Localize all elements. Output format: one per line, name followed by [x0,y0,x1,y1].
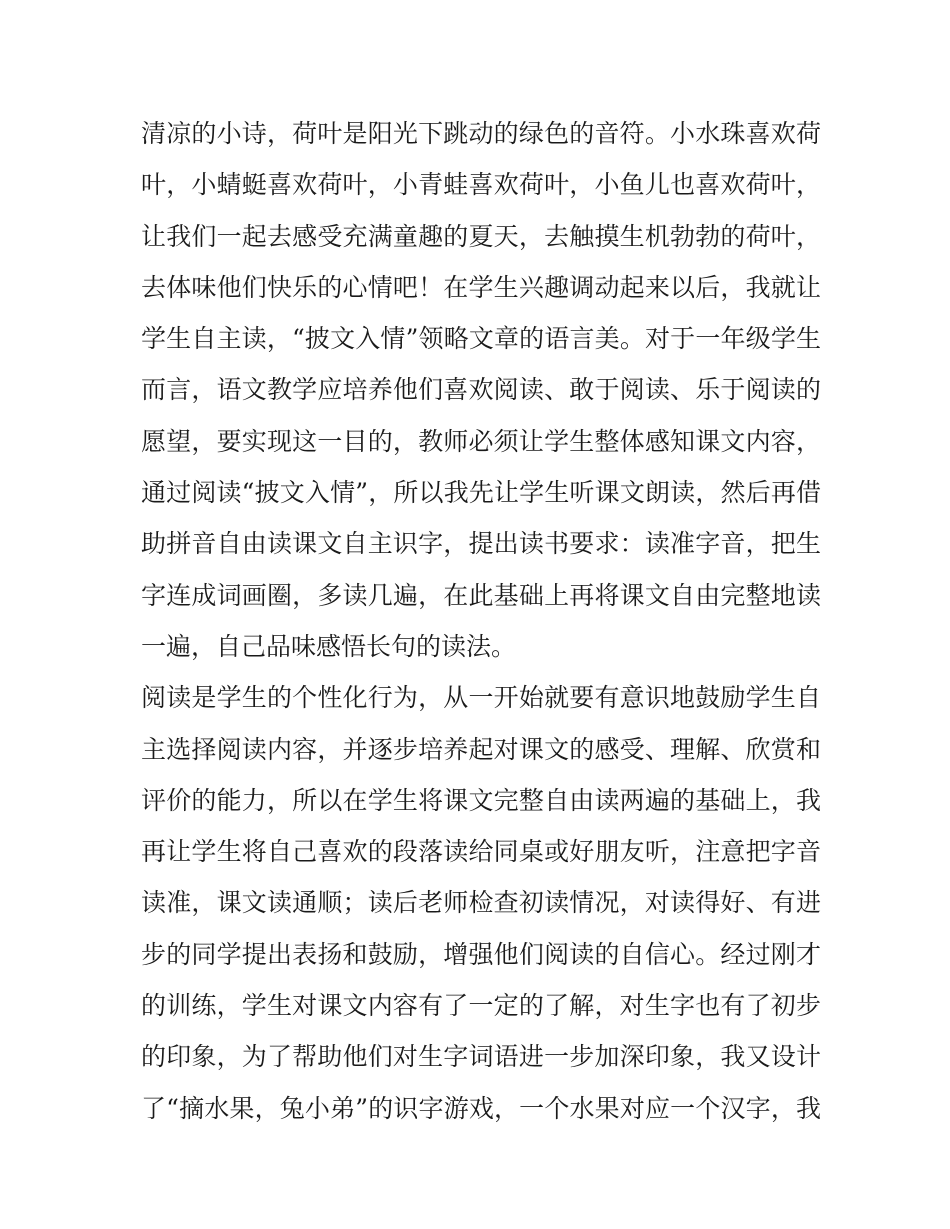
text-line: 一遍，自己品味感悟长句的读法。 [141,631,517,661]
text-line: 了“摘水果，兔小弟”的识字游戏，一个水果对应一个汉字，我 [141,1093,821,1123]
text-line: 再让学生将自己喜欢的段落读给同桌或好朋友听，注意把字音 [141,837,821,867]
text-line: 去体味他们快乐的心情吧！在学生兴趣调动起来以后，我就让 [141,272,821,302]
text-line: 读准，课文读通顺；读后老师检查初读情况，对读得好、有进 [141,888,821,918]
text-line: 步的同学提出表扬和鼓励，增强他们阅读的自信心。经过刚才 [141,939,821,969]
text-line: 叶，小蜻蜓喜欢荷叶，小青蛙喜欢荷叶，小鱼儿也喜欢荷叶， [141,170,821,200]
text-line: 的印象，为了帮助他们对生字词语进一步加深印象，我又设计 [141,1042,821,1072]
paragraph-1 [141,108,821,672]
text-line: 的训练，学生对课文内容有了一定的了解，对生字也有了初步 [141,991,821,1021]
text-line: 学生自主读，“披文入情”领略文章的语言美。对于一年级学生 [141,324,821,354]
paragraph-2 [141,672,821,1134]
text-line: 清凉的小诗，荷叶是阳光下跳动的绿色的音符。小水珠喜欢荷 [141,119,821,148]
text-line: 主选择阅读内容，并逐步培养起对课文的感受、理解、欣赏和 [141,734,821,764]
document-body [141,108,821,1134]
text-line: 评价的能力，所以在学生将课文完整自由读两遍的基础上，我 [141,785,821,815]
text-line: 助拼音自由读课文自主识字，提出读书要求：读准字音，把生 [141,529,821,559]
text-line: 让我们一起去感受充满童趣的夏天，去触摸生机勃勃的荷叶， [141,221,821,251]
text-line: 愿望，要实现这一目的，教师必须让学生整体感知课文内容， [141,426,821,456]
text-line: 通过阅读“披文入情”，所以我先让学生听课文朗读，然后再借 [141,478,821,508]
text-line: 字连成词画圈，多读几遍，在此基础上再将课文自由完整地读 [141,580,821,610]
text-line: 而言，语文教学应培养他们喜欢阅读、敢于阅读、乐于阅读的 [141,375,821,405]
text-line: 阅读是学生的个性化行为，从一开始就要有意识地鼓励学生自 [141,683,821,713]
